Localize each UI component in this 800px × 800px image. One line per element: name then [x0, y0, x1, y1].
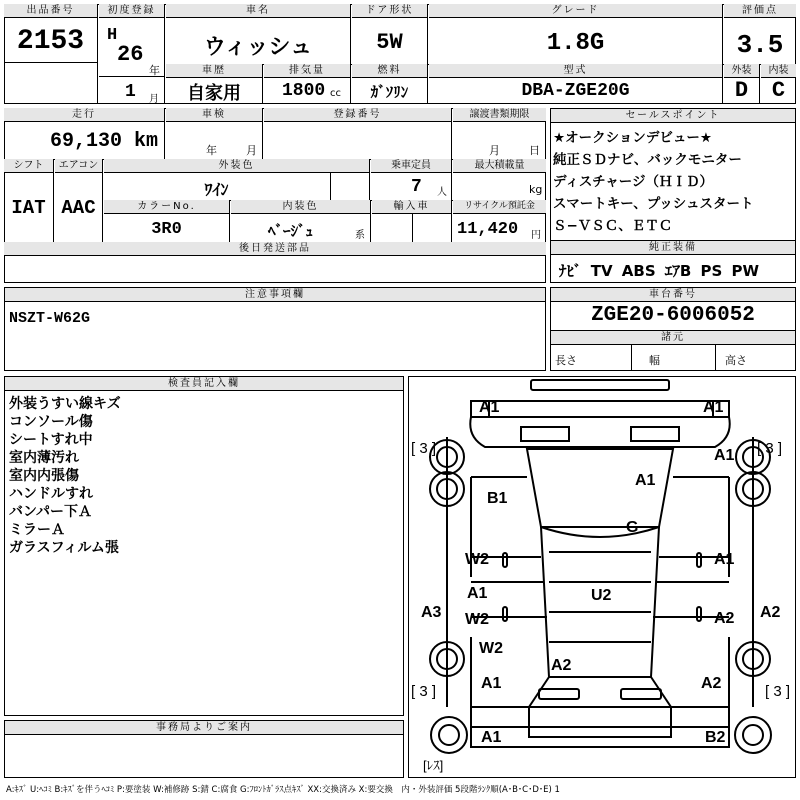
notes-label: 注意事項欄: [5, 288, 545, 302]
score-value: 3.5: [736, 30, 784, 60]
door-type: 5W: [376, 30, 403, 55]
model-label: 車名: [166, 4, 350, 18]
chassis-number: ZGE20-6006052: [591, 304, 755, 327]
load-cell: [453, 159, 546, 201]
fuel-value: ｶﾞｿﾘﾝ: [370, 83, 409, 101]
model-name: ウィッシュ: [203, 35, 313, 60]
recycle-value: 11,420: [457, 220, 519, 239]
inspector-note: バンパー下Ａ: [9, 504, 93, 520]
capacity-unit: 人: [437, 187, 447, 198]
office-label: 事務局よりご案内: [5, 721, 403, 735]
grade-label: グレード: [429, 4, 722, 18]
ext-score-cell: [724, 64, 760, 104]
history-label: 車歴: [166, 64, 262, 78]
score-cell: [724, 4, 796, 64]
later-parts-cell: [4, 242, 546, 283]
damage-mark: A2: [714, 610, 735, 627]
interior-color-unit: 系: [355, 230, 365, 241]
lot-label: 出品番号: [4, 4, 97, 18]
history-value: 自家用: [187, 83, 241, 104]
month-unit: 月: [149, 94, 159, 105]
dims-label: 諸元: [551, 331, 795, 345]
sales-point-line: Ｓ−ＶＳＣ、ＥＴＣ: [553, 218, 673, 234]
damage-mark: A1: [714, 447, 735, 464]
interior-color-cell: [231, 200, 371, 243]
int-label: 内装: [761, 64, 796, 78]
reg-month: 1: [125, 82, 136, 102]
recycle-label: リサイクル預託金: [453, 200, 546, 214]
mileage-cell: [4, 108, 165, 160]
model-cell: [166, 4, 351, 64]
tire-tread-rear-right: [ 3 ]: [765, 683, 791, 700]
inspection-year-unit: 年: [206, 144, 217, 157]
import-label: 輸入車: [372, 200, 451, 214]
displacement-cell: [264, 64, 351, 104]
damage-mark: A2: [701, 675, 722, 692]
inspector-note: ミラーＡ: [9, 522, 65, 538]
color-cell: [104, 159, 370, 201]
transfer-day-unit: 日: [529, 144, 540, 157]
inspector-block: [4, 376, 404, 716]
inspector-note: 室内内張傷: [9, 468, 79, 484]
ac-value: AAC: [61, 197, 96, 219]
sales-points-label: セールスポイント: [551, 109, 795, 123]
mileage-value: 69,130 km: [49, 130, 158, 153]
spare-tire-note: [ﾚｽ]: [423, 758, 444, 773]
transfer-cell: [453, 108, 546, 160]
inspector-note: コンソール傷: [9, 414, 93, 430]
tire-tread-front-left: [ 3 ]: [411, 440, 437, 457]
lot-cell: [4, 4, 98, 104]
notes-value: NSZT-W62G: [9, 310, 91, 327]
tire-tread-rear-left: [ 3 ]: [411, 683, 437, 700]
door-cell: [352, 4, 428, 64]
inspection-month-unit: 月: [246, 144, 257, 157]
damage-mark: A1: [635, 472, 656, 489]
displacement-unit: cc: [330, 88, 341, 99]
inspector-note: シートすれ中: [9, 432, 93, 448]
damage-mark: A3: [421, 604, 442, 621]
ac-cell: [55, 159, 103, 243]
later-parts-label: 後日発送部品: [4, 242, 546, 256]
ac-label: エアコン: [55, 159, 102, 173]
displacement-label: 排気量: [264, 64, 350, 78]
era: H: [107, 26, 118, 45]
recycle-cell: [453, 200, 546, 243]
year-unit: 年: [149, 64, 160, 77]
mileage-label: 走行: [4, 108, 164, 122]
shift-cell: [4, 159, 54, 243]
inspector-note: 室内薄汚れ: [9, 450, 79, 466]
inspector-note: ガラスフィルム張: [9, 540, 119, 556]
color-value: ﾜｲﾝ: [204, 180, 229, 199]
equipment-value: ﾅﾋﾞ TV ABS ｴｱB PS PW: [559, 262, 760, 280]
equipment-label: 純正装備: [551, 241, 795, 255]
tire-tread-front-right: [ 3 ]: [757, 440, 783, 457]
int-score-cell: [761, 64, 796, 104]
capacity-label: 乗車定員: [371, 159, 451, 173]
transfer-month-unit: 月: [489, 144, 500, 157]
color-no-cell: [104, 200, 230, 243]
grade-value: 1.8G: [546, 30, 605, 57]
load-unit: kg: [529, 183, 543, 196]
damage-mark: A2: [551, 657, 572, 674]
color-no-value: 3R0: [151, 220, 182, 239]
import-cell: [372, 200, 452, 243]
first-reg-label: 初度登録: [99, 4, 164, 18]
damage-mark: A2: [760, 604, 781, 621]
reg-number-label: 登録番号: [264, 108, 451, 122]
damage-mark: G: [626, 519, 639, 536]
damage-mark: B1: [487, 490, 508, 507]
shift-value: IAT: [11, 197, 46, 219]
fuel-cell: [352, 64, 428, 104]
height-label: 高さ: [725, 354, 747, 367]
damage-mark: U2: [591, 587, 612, 604]
inspector-note: 外装うすい線キズ: [9, 396, 121, 412]
interior-color-value: ﾍﾞｰｼﾞｭ: [267, 222, 313, 240]
sales-point-line: スマートキー、プッシュスタート: [553, 196, 754, 212]
type-label: 型式: [429, 64, 722, 78]
damage-mark: A1: [703, 399, 724, 416]
reg-year: 26: [117, 42, 144, 67]
inspector-label: 検査員記入欄: [5, 377, 403, 391]
fuel-label: 燃料: [352, 64, 427, 78]
length-label: 長さ: [555, 354, 577, 367]
first-reg-cell: [99, 4, 165, 104]
chassis-label: 車台番号: [551, 288, 795, 302]
car-diagram: [408, 376, 796, 778]
history-cell: [166, 64, 263, 104]
damage-mark: A1: [467, 585, 488, 602]
load-label: 最大積載量: [453, 159, 546, 173]
ext-label: 外装: [724, 64, 759, 78]
damage-mark: B2: [705, 729, 726, 746]
shift-label: シフト: [4, 159, 53, 173]
notes-block: [4, 287, 546, 371]
width-label: 幅: [649, 354, 660, 367]
interior-color-label: 内装色: [231, 200, 370, 214]
car-outline: [409, 377, 794, 776]
damage-mark: A1: [714, 551, 735, 568]
sales-point-line: ディスチャージ（ＨＩＤ）: [553, 174, 713, 190]
office-block: [4, 720, 404, 778]
chassis-block: [550, 287, 796, 371]
sales-point-line: ★オークションデビュー★: [553, 130, 712, 146]
grade-cell: [429, 4, 723, 64]
color-label: 外装色: [104, 159, 369, 173]
damage-mark: A1: [481, 729, 502, 746]
inspection-cell: [166, 108, 263, 160]
ext-value: D: [734, 78, 749, 103]
inspector-note: ハンドルすれ: [9, 486, 93, 502]
type-value: DBA-ZGE20G: [521, 81, 630, 101]
damage-mark: W2: [479, 640, 503, 657]
capacity-value: 7: [411, 177, 422, 197]
recycle-unit: 円: [531, 230, 541, 241]
legend: A:ｷｽﾞ U:ﾍｺﾐ B:ｷｽﾞを伴うﾍｺﾐ P:要塗装 W:補修跡 S:錆 C:腐食 G:ﾌﾛﾝﾄｶﾞﾗｽ点ｷｽﾞ XX:交換済み X:要交換 内・外装評価 5段階ﾗﾝｸ順(A･B･C･D･E) 1: [6, 785, 560, 795]
score-label: 評価点: [724, 4, 796, 18]
int-value: C: [771, 78, 786, 103]
lot-number: 2153: [16, 26, 85, 57]
reg-number-cell: [264, 108, 452, 160]
damage-mark: A1: [479, 399, 500, 416]
sales-points-block: [550, 108, 796, 283]
damage-mark: W2: [465, 551, 489, 568]
displacement-value: 1800: [282, 81, 326, 101]
capacity-cell: [371, 159, 452, 201]
color-no-label: カラーNo.: [104, 200, 229, 214]
damage-mark: A1: [481, 675, 502, 692]
sales-point-line: 純正ＳＤナビ、バックモニター: [553, 152, 742, 168]
inspection-label: 車検: [166, 108, 262, 122]
transfer-label: 譲渡書類期限: [453, 108, 546, 122]
door-label: ドア形状: [352, 4, 427, 18]
damage-mark: W2: [465, 611, 489, 628]
type-cell: [429, 64, 723, 104]
